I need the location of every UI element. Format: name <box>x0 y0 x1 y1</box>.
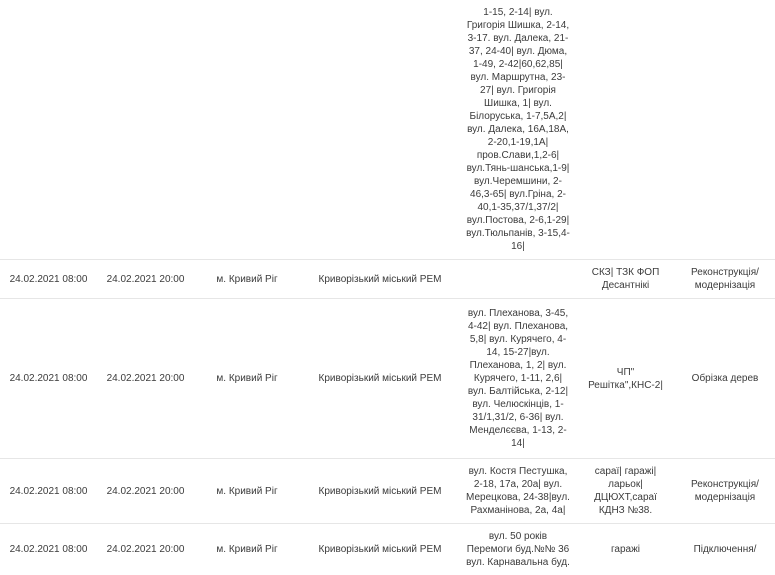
cell-object: СКЗ| ТЗК ФОП Десантнікі <box>576 260 675 299</box>
cell-start: 24.02.2021 08:00 <box>0 524 97 575</box>
cell-city: м. Кривий Ріг <box>194 459 300 524</box>
table-row <box>0 459 775 524</box>
cell-rem: Криворізький міський РЕМ <box>300 260 460 299</box>
cell-start: 24.02.2021 08:00 <box>0 459 97 524</box>
cell-address <box>460 260 576 299</box>
cell-city: м. Кривий Ріг <box>194 299 300 459</box>
cell-end: 24.02.2021 20:00 <box>97 299 194 459</box>
cell-end: 24.02.2021 20:00 <box>97 459 194 524</box>
cell-start: 24.02.2021 08:00 <box>0 299 97 459</box>
cell-end: 24.02.2021 20:00 <box>97 260 194 299</box>
cell-work <box>675 0 775 260</box>
cell-address: вул. Костя Пестушка, 2-18, 17а, 20а| вул. Мерецкова, 24-38|вул. Рахманінова, 2а, 4а| <box>460 459 576 524</box>
cell-work: Підключення/ <box>675 524 775 575</box>
cell-rem: Криворізький міський РЕМ <box>300 524 460 575</box>
cell-object: сараї| гаражі| ларьок| ДЦЮХТ,сараї КДНЗ №38. <box>576 459 675 524</box>
cell-rem <box>300 0 460 260</box>
cell-city: м. Кривий Ріг <box>194 260 300 299</box>
cell-address: вул. 50 років Перемоги буд.№№ 36 вул. Карнавальна буд. <box>460 524 576 575</box>
cell-address: 1-15, 2-14| вул. Григорія Шишка, 2-14, 3-17. вул. Далека, 21-37, 24-40| вул. Дюма, 1-49, 2-42|60,62,85| вул. Маршрутна, 23-27| вул. Григорія Шишка, 1| вул. Білоруська, 1-7,5А,2| вул. Далека, 16А,18А, 2-20,1-19,1А| пров.Слави,1,2-6| вул.Тянь-шанська,1-9| вул.Черемшини, 2-46,3-65| вул.Гріна, 2-40,1-35,37/1,37/2| вул.Постова, 2-6,1-29| вул.Тюльпанів, 3-15,4-16| <box>460 0 576 260</box>
cell-start: 24.02.2021 08:00 <box>0 260 97 299</box>
cell-work: Обрізка дерев <box>675 299 775 459</box>
table-row <box>0 260 775 299</box>
cell-city: м. Кривий Ріг <box>194 524 300 575</box>
table-row <box>0 299 775 459</box>
cell-city <box>194 0 300 260</box>
cell-rem: Криворізький міський РЕМ <box>300 299 460 459</box>
cell-object: гаражі <box>576 524 675 575</box>
table-row <box>0 0 775 260</box>
cell-end: 24.02.2021 20:00 <box>97 524 194 575</box>
cell-object <box>576 0 675 260</box>
cell-start <box>0 0 97 260</box>
cell-work: Реконструкція/ модернізація <box>675 260 775 299</box>
cell-address: вул. Плеханова, 3-45, 4-42| вул. Плеханова, 5,8| вул. Курячего, 4-14, 15-27|вул. Плеханова, 1, 2| вул. Курячего, 1-11, 2,6| вул. Балтійська, 2-12| вул. Челюскінців, 1-31/1,31/2, 6-36| вул. Менделєєва, 1-13, 2-14| <box>460 299 576 459</box>
cell-rem: Криворізький міський РЕМ <box>300 459 460 524</box>
table-row <box>0 524 775 575</box>
cell-object: ЧП" Решітка",КНС-2| <box>576 299 675 459</box>
cell-end <box>97 0 194 260</box>
cell-work: Реконструкція/ модернізація <box>675 459 775 524</box>
